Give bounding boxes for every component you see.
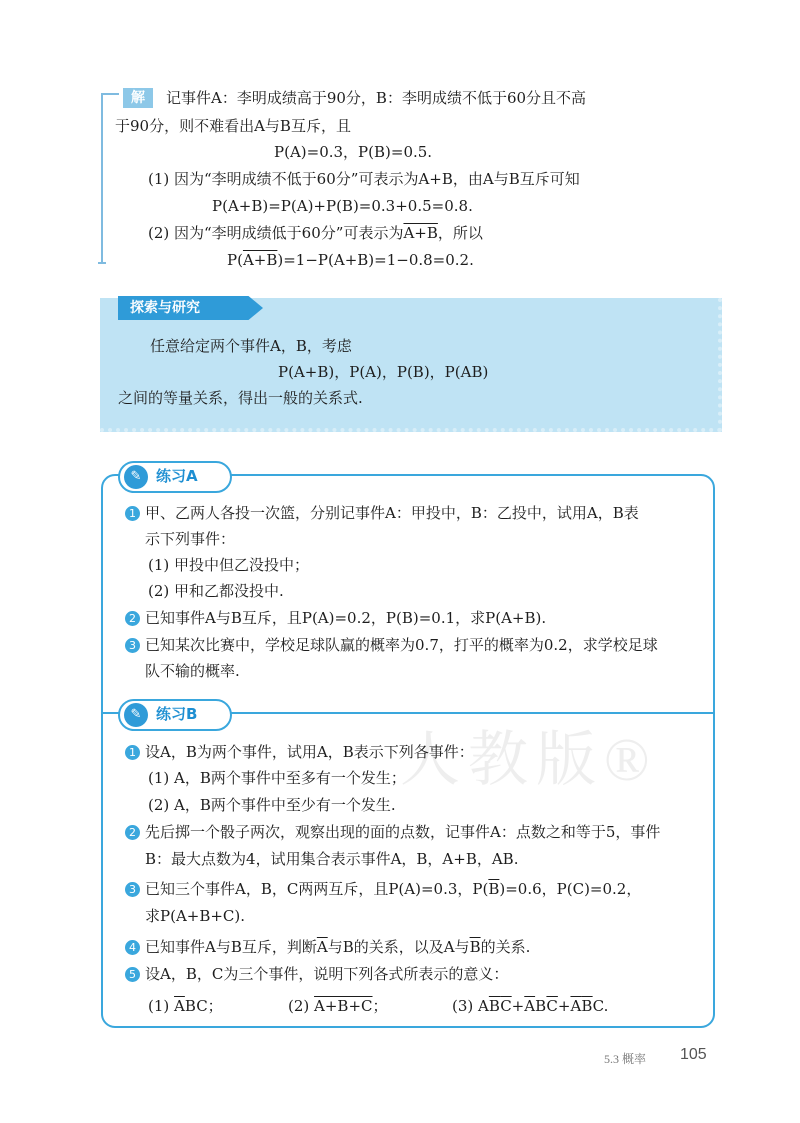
practice-b-item-4-b: 与B的关系，以及A与 [327, 938, 470, 956]
practice-b-item-2-l1: 先后掷一个骰子两次，观察出现的面的点数，记事件A：点数之和等于5，事件 [145, 823, 661, 841]
explore-line-3: 之间的等量关系，得出一般的关系式. [118, 389, 363, 407]
page-number: 105 [680, 1046, 707, 1063]
q5-sep: ； [207, 997, 223, 1015]
solution-tag: 解 [123, 88, 153, 108]
solution-line-6-text: (2) 因为“李明成绩低于60分”可表示为 [148, 224, 404, 242]
q5-p3: (3) [452, 997, 474, 1015]
practice-b-item-2-line2: B：最大点数为4，试用集合表示事件A，B，A+B，AB. [145, 850, 519, 868]
practice-a-item-1-line2: 示下列事件： [145, 530, 236, 548]
b-plain: B [535, 997, 547, 1015]
c-bar: $\overline{C}$ [546, 997, 558, 1015]
practice-a-item-3-line2: 队不输的概率. [145, 662, 240, 680]
a-plain: A [478, 997, 489, 1015]
practice-a-item-3 [125, 635, 658, 655]
practice-b-title: 练习B [156, 705, 198, 723]
c-plain: C [592, 997, 604, 1015]
solution-rule-end [98, 262, 106, 264]
b-bar: $\overline{B}$ [469, 938, 481, 956]
practice-b-item-1-sub2: (2) A，B两个事件中至少有一个发生. [148, 796, 396, 814]
watermark: 人教版® [400, 727, 658, 793]
practice-b-q5-expr3 [452, 996, 608, 1016]
practice-a-tab [118, 461, 232, 493]
solution-line-2: 于90分，则不难看出A与B互斥，且 [115, 117, 351, 135]
footer-section: 5.3 概率 [604, 1052, 647, 1066]
practice-b-item-2 [125, 822, 660, 842]
solution-line-4: (1) 因为“李明成绩不低于60分”可表示为A+B，由A与B互斥可知 [148, 170, 580, 188]
practice-b-item-4-c: 的关系. [480, 938, 531, 956]
practice-a-item-1 [125, 503, 639, 523]
pencil-icon: ✎ [124, 703, 148, 727]
item-number: 3 [125, 882, 140, 897]
solution-line-1: 记事件A：李明成绩高于90分，B：李明成绩不低于60分且不高 [166, 89, 587, 107]
practice-b-item-5 [125, 964, 508, 984]
c-bar: $\overline{C}$ [500, 997, 512, 1015]
plus: + [511, 997, 525, 1015]
practice-a-sub-2: (2) 甲和乙都没投中. [148, 582, 284, 600]
solution-line-7 [227, 250, 474, 270]
plus: + [557, 997, 571, 1015]
q5-p2: (2) [288, 997, 310, 1015]
explore-line-1: 任意给定两个事件A，B，考虑 [150, 337, 352, 355]
practice-b-item-5-text: 设A，B，C为三个事件，说明下列各式所表示的意义： [145, 965, 509, 983]
b-plain: B [184, 997, 197, 1015]
practice-b-item-3-line2: 求P(A+B+C). [145, 907, 246, 925]
item-number: 5 [125, 967, 140, 982]
practice-a-item-1-l1: 甲、乙两人各投一次篮，分别记事件A：甲投中，B：乙投中，试用A，B表 [145, 504, 639, 522]
a-bar: $\overline{A}$ [570, 997, 582, 1015]
solution-line-5: P(A+B)=P(A)+P(B)=0.3+0.5=0.8. [212, 197, 473, 215]
item-number: 1 [125, 506, 140, 521]
item-number: 2 [125, 825, 140, 840]
solution-line-7-head: P( [227, 251, 243, 269]
practice-b-item-3-l1a: 已知三个事件A，B，C两两互斥，且P(A)=0.3，P( [145, 880, 489, 898]
solution-line-6 [148, 223, 483, 243]
apbpc-bar: A+B+C [314, 997, 373, 1015]
q5-end: . [603, 997, 609, 1015]
pencil-icon: ✎ [124, 465, 148, 489]
explore-line-2: P(A+B)，P(A)，P(B)，P(AB) [278, 363, 489, 381]
a-bar: $\overline{A}$ [316, 938, 328, 956]
practice-b-item-3-l1b: )=0.6，P(C)=0.2， [499, 880, 642, 898]
practice-a-sub-1: (1) 甲投中但乙没投中； [148, 556, 310, 574]
b-bar: $\overline{B}$ [488, 880, 500, 898]
a-bar: $\overline{A}$ [174, 997, 185, 1015]
solution-line-6-tail: ，所以 [437, 224, 483, 242]
practice-a-item-3-l1: 已知某次比赛中，学校足球队赢的概率为0.7，打平的概率为0.2，求学校足球 [145, 636, 658, 654]
practice-b-item-1 [125, 742, 474, 762]
solution-line-3: P(A)=0.3，P(B)=0.5. [274, 143, 433, 161]
q5-p1: (1) [148, 997, 170, 1015]
practice-a-item-2 [125, 608, 546, 628]
solution-line-7-overline: A+B [242, 251, 278, 269]
solution-line-6-overline: A+B [403, 224, 438, 242]
item-number: 4 [125, 940, 140, 955]
item-number: 3 [125, 638, 140, 653]
a-bar: $\overline{A}$ [524, 997, 536, 1015]
practice-b-q5-expr1 [148, 996, 223, 1016]
practice-b-item-3 [125, 879, 641, 899]
solution-line-7-tail: )=1−P(A+B)=1−0.8=0.2. [277, 251, 474, 269]
practice-b-item-4-a: 已知事件A与B互斥，判断 [145, 938, 317, 956]
practice-b-item-1-l1: 设A，B为两个事件，试用A，B表示下列各事件： [145, 743, 474, 761]
solution-rule [101, 93, 103, 263]
practice-b-tab [118, 699, 232, 731]
practice-a-title: 练习A [156, 467, 198, 485]
practice-b-item-4 [125, 937, 530, 957]
q5-sep: ； [372, 997, 388, 1015]
practice-b-item-1-sub1: (1) A，B两个事件中至多有一个发生； [148, 769, 406, 787]
practice-b-q5-expr2 [288, 996, 388, 1016]
c-plain: C [196, 997, 208, 1015]
solution-rule-top [101, 93, 119, 95]
practice-a-item-2-text: 已知事件A与B互斥，且P(A)=0.2，P(B)=0.1，求P(A+B). [145, 609, 547, 627]
b-bar: $\overline{B}$ [581, 997, 593, 1015]
item-number: 1 [125, 745, 140, 760]
explore-title: 探索与研究 [130, 300, 200, 316]
b-bar: $\overline{B}$ [488, 997, 501, 1015]
item-number: 2 [125, 611, 140, 626]
